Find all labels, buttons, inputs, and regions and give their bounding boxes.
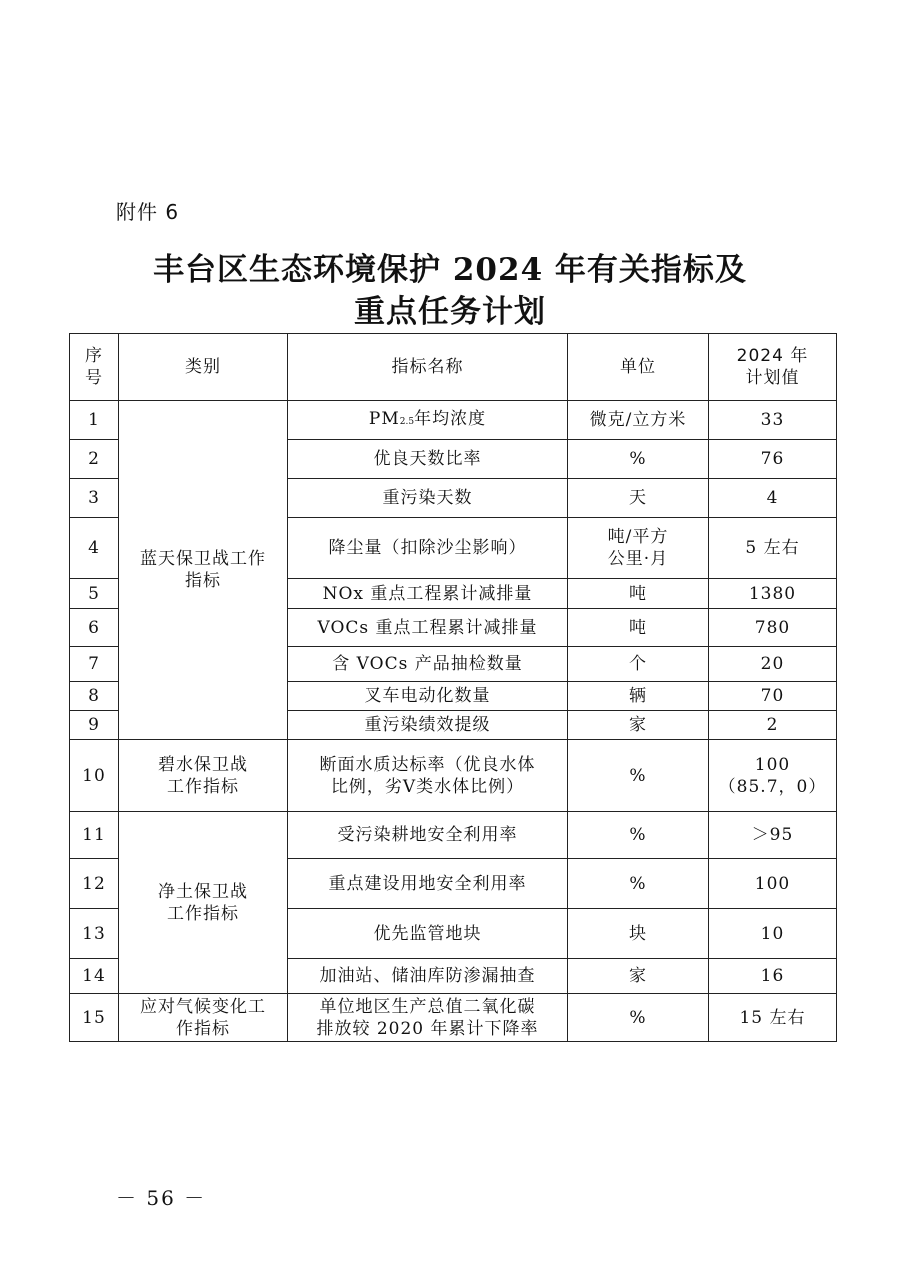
unit: % xyxy=(568,859,709,909)
row-number: 12 xyxy=(70,859,119,909)
row-number: 2 xyxy=(70,440,119,479)
indicator-name: 优良天数比率 xyxy=(288,440,568,479)
indicator-name: 加油站、储油库防渗漏抽查 xyxy=(288,959,568,994)
row-number: 14 xyxy=(70,959,119,994)
indicator-name: 重污染天数 xyxy=(288,479,568,518)
unit: % xyxy=(568,740,709,812)
plan-value: 5 左右 xyxy=(709,518,837,579)
unit: % xyxy=(568,812,709,859)
header-unit: 单位 xyxy=(568,334,709,401)
row-number: 7 xyxy=(70,647,119,682)
category-blue-sky: 蓝天保卫战工作 指标 xyxy=(119,401,288,740)
indicator-name: 受污染耕地安全利用率 xyxy=(288,812,568,859)
indicator-name: 单位地区生产总值二氧化碳 排放较 2020 年累计下降率 xyxy=(288,994,568,1042)
indicator-name: NOx 重点工程累计减排量 xyxy=(288,579,568,609)
plan-value: 2 xyxy=(709,711,837,740)
row-number: 9 xyxy=(70,711,119,740)
plan-value: 100 （85.7，0） xyxy=(709,740,837,812)
document-title: 丰台区生态环境保护 2024 年有关指标及 xyxy=(153,252,747,288)
unit: 吨 xyxy=(568,579,709,609)
row-number: 6 xyxy=(70,609,119,647)
unit: % xyxy=(568,440,709,479)
attachment-label: 附件 6 xyxy=(116,200,180,224)
table-header-row xyxy=(70,334,837,401)
indicator-name: 重点建设用地安全利用率 xyxy=(288,859,568,909)
row-number: 15 xyxy=(70,994,119,1042)
row-number: 10 xyxy=(70,740,119,812)
plan-value: 1380 xyxy=(709,579,837,609)
plan-value: 10 xyxy=(709,909,837,959)
indicator-table xyxy=(69,333,837,1042)
row-number: 11 xyxy=(70,812,119,859)
table-row xyxy=(70,740,837,812)
table-row xyxy=(70,994,837,1042)
unit: 辆 xyxy=(568,682,709,711)
indicator-name: 叉车电动化数量 xyxy=(288,682,568,711)
unit: % xyxy=(568,994,709,1042)
header-plan-value: 2024 年 计划值 xyxy=(709,334,837,401)
row-number: 5 xyxy=(70,579,119,609)
category-clear-water: 碧水保卫战 工作指标 xyxy=(119,740,288,812)
row-number: 3 xyxy=(70,479,119,518)
unit: 吨 xyxy=(568,609,709,647)
indicator-name: VOCs 重点工程累计减排量 xyxy=(288,609,568,647)
unit: 微克/立方米 xyxy=(568,401,709,440)
document-title-line2: 重点任务计划 xyxy=(354,294,546,330)
header-indicator: 指标名称 xyxy=(288,334,568,401)
unit: 家 xyxy=(568,959,709,994)
indicator-name: 含 VOCs 产品抽检数量 xyxy=(288,647,568,682)
plan-value: 70 xyxy=(709,682,837,711)
category-clean-soil: 净土保卫战 工作指标 xyxy=(119,812,288,994)
indicator-name: 降尘量（扣除沙尘影响） xyxy=(288,518,568,579)
plan-value: 76 xyxy=(709,440,837,479)
indicator-name: 断面水质达标率（优良水体 比例，劣Ⅴ类水体比例） xyxy=(288,740,568,812)
indicator-name: 优先监管地块 xyxy=(288,909,568,959)
table-row xyxy=(70,401,837,440)
category-climate: 应对气候变化工 作指标 xyxy=(119,994,288,1042)
plan-value: 15 左右 xyxy=(709,994,837,1042)
plan-value: 33 xyxy=(709,401,837,440)
row-number: 4 xyxy=(70,518,119,579)
unit: 天 xyxy=(568,479,709,518)
plan-value: 100 xyxy=(709,859,837,909)
header-seq: 序 号 xyxy=(70,334,119,401)
unit: 块 xyxy=(568,909,709,959)
indicator-name: 重污染绩效提级 xyxy=(288,711,568,740)
indicator-name: PM2.5年均浓度 xyxy=(288,401,568,440)
unit: 个 xyxy=(568,647,709,682)
table-row xyxy=(70,812,837,859)
plan-value: 16 xyxy=(709,959,837,994)
header-category: 类别 xyxy=(119,334,288,401)
row-number: 8 xyxy=(70,682,119,711)
plan-value: 4 xyxy=(709,479,837,518)
page-number: － 56 － xyxy=(116,1186,207,1210)
plan-value: 20 xyxy=(709,647,837,682)
plan-value: 780 xyxy=(709,609,837,647)
unit: 吨/平方 公里·月 xyxy=(568,518,709,579)
plan-value: ＞95 xyxy=(709,812,837,859)
unit: 家 xyxy=(568,711,709,740)
row-number: 1 xyxy=(70,401,119,440)
row-number: 13 xyxy=(70,909,119,959)
